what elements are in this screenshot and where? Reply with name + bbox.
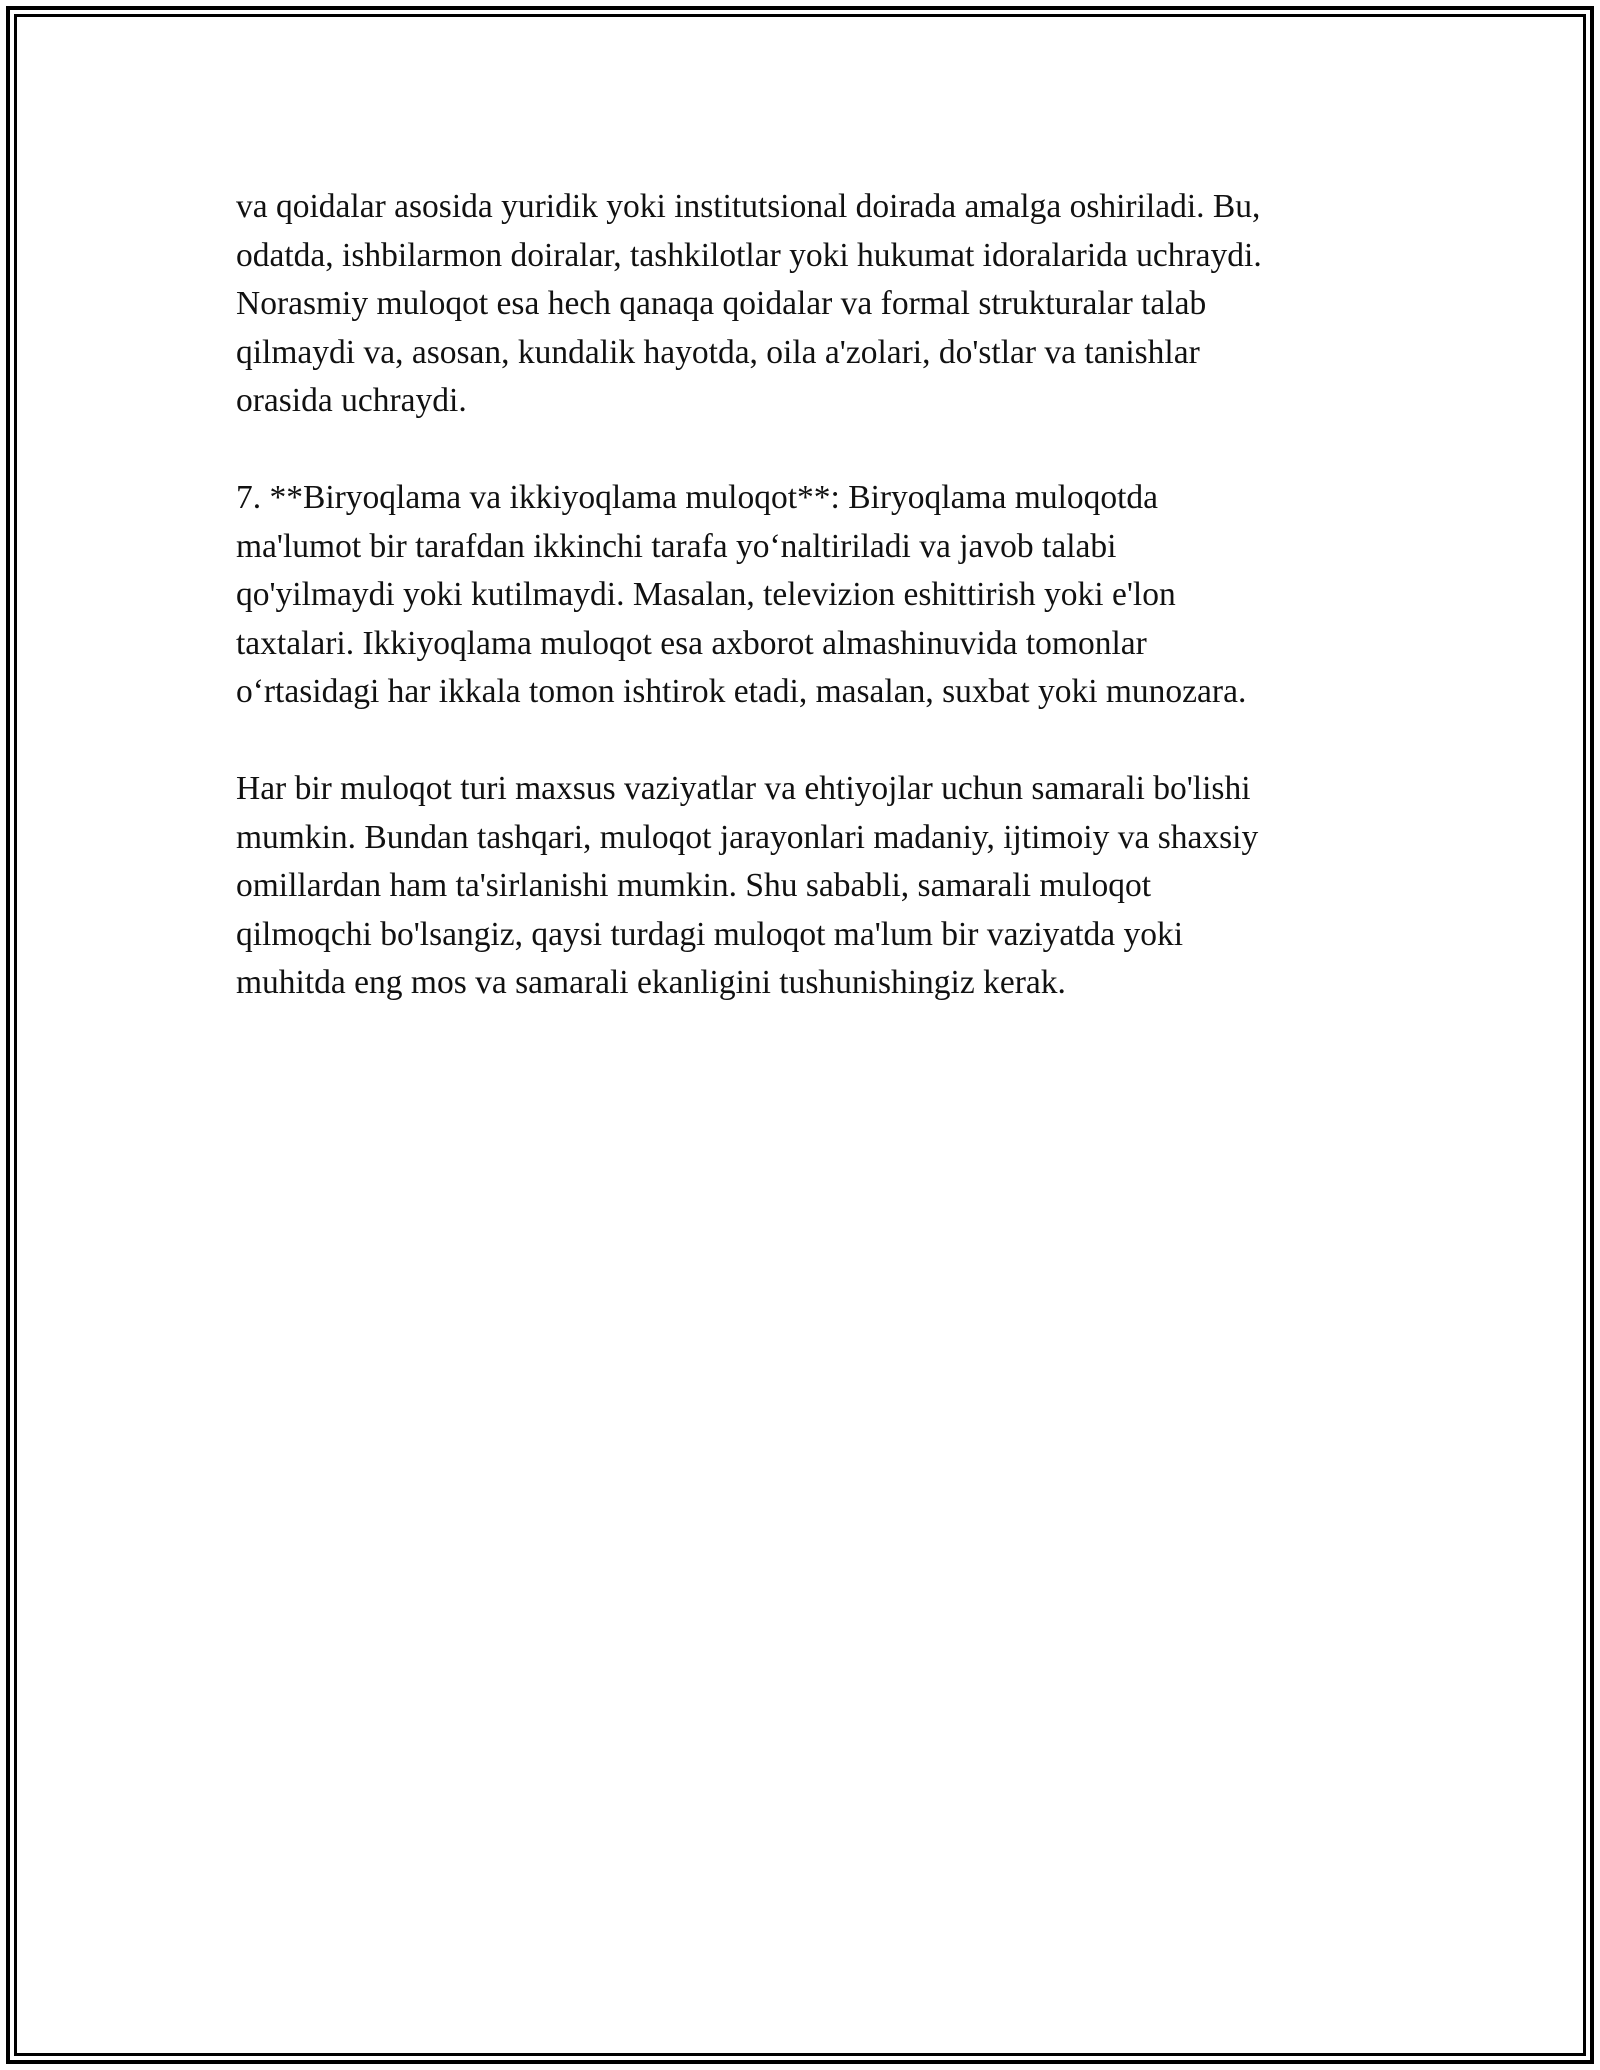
text-line: qilmaydi va, asosan, kundalik hayotda, oila a'zolari, do'stlar va tanishlar: [236, 333, 1200, 371]
paragraph-one-two-way: [236, 474, 1376, 717]
text-line: omillardan ham ta'sirlanishi mumkin. Shu sababli, samarali muloqot: [236, 867, 1152, 904]
text-line: Norasmiy muloqot esa hech qanaqa qoidalar va formal strukturalar talab: [236, 285, 1207, 322]
text-line: ma'lumot bir tarafdan ikkinchi tarafa yo‘naltiriladi va javob talabi: [236, 527, 1117, 565]
text-line: qo'yilmaydi yoki kutilmaydi. Masalan, televizion eshittirish yoki e'lon: [236, 576, 1176, 613]
text-line: orasida uchraydi.: [236, 382, 467, 419]
text-line: qilmoqchi bo'lsangiz, qaysi turdagi muloqot ma'lum bir vaziyatda yoki: [236, 915, 1184, 953]
text-line: taxtalari. Ikkiyoqlama muloqot esa axborot almashinuvida tomonlar: [236, 624, 1147, 662]
paragraph-conclusion: [236, 765, 1376, 1008]
text-line: Har bir muloqot turi maxsus vaziyatlar va ehtiyojlar uchun samarali bo'lishi: [236, 770, 1251, 807]
document-body: [236, 183, 1376, 1056]
text-line: o‘rtasidagi har ikkala tomon ishtirok etadi, masalan, suxbat yoki munozara.: [236, 673, 1247, 710]
paragraph-formal-informal: [236, 183, 1376, 426]
text-line: 7. **Biryoqlama va ikkiyoqlama muloqot**: Biryoqlama muloqotda: [236, 479, 1159, 516]
text-line: muhitda eng mos va samarali ekanligini tushunishingiz kerak.: [236, 964, 1066, 1001]
text-line: mumkin. Bundan tashqari, muloqot jarayonlari madaniy, ijtimoiy va shaxsiy: [236, 818, 1259, 856]
text-line: va qoidalar asosida yuridik yoki institutsional doirada amalga oshiriladi. Bu,: [236, 188, 1261, 225]
text-line: odatda, ishbilarmon doiralar, tashkilotlar yoki hukumat idoralarida uchraydi.: [236, 236, 1262, 274]
